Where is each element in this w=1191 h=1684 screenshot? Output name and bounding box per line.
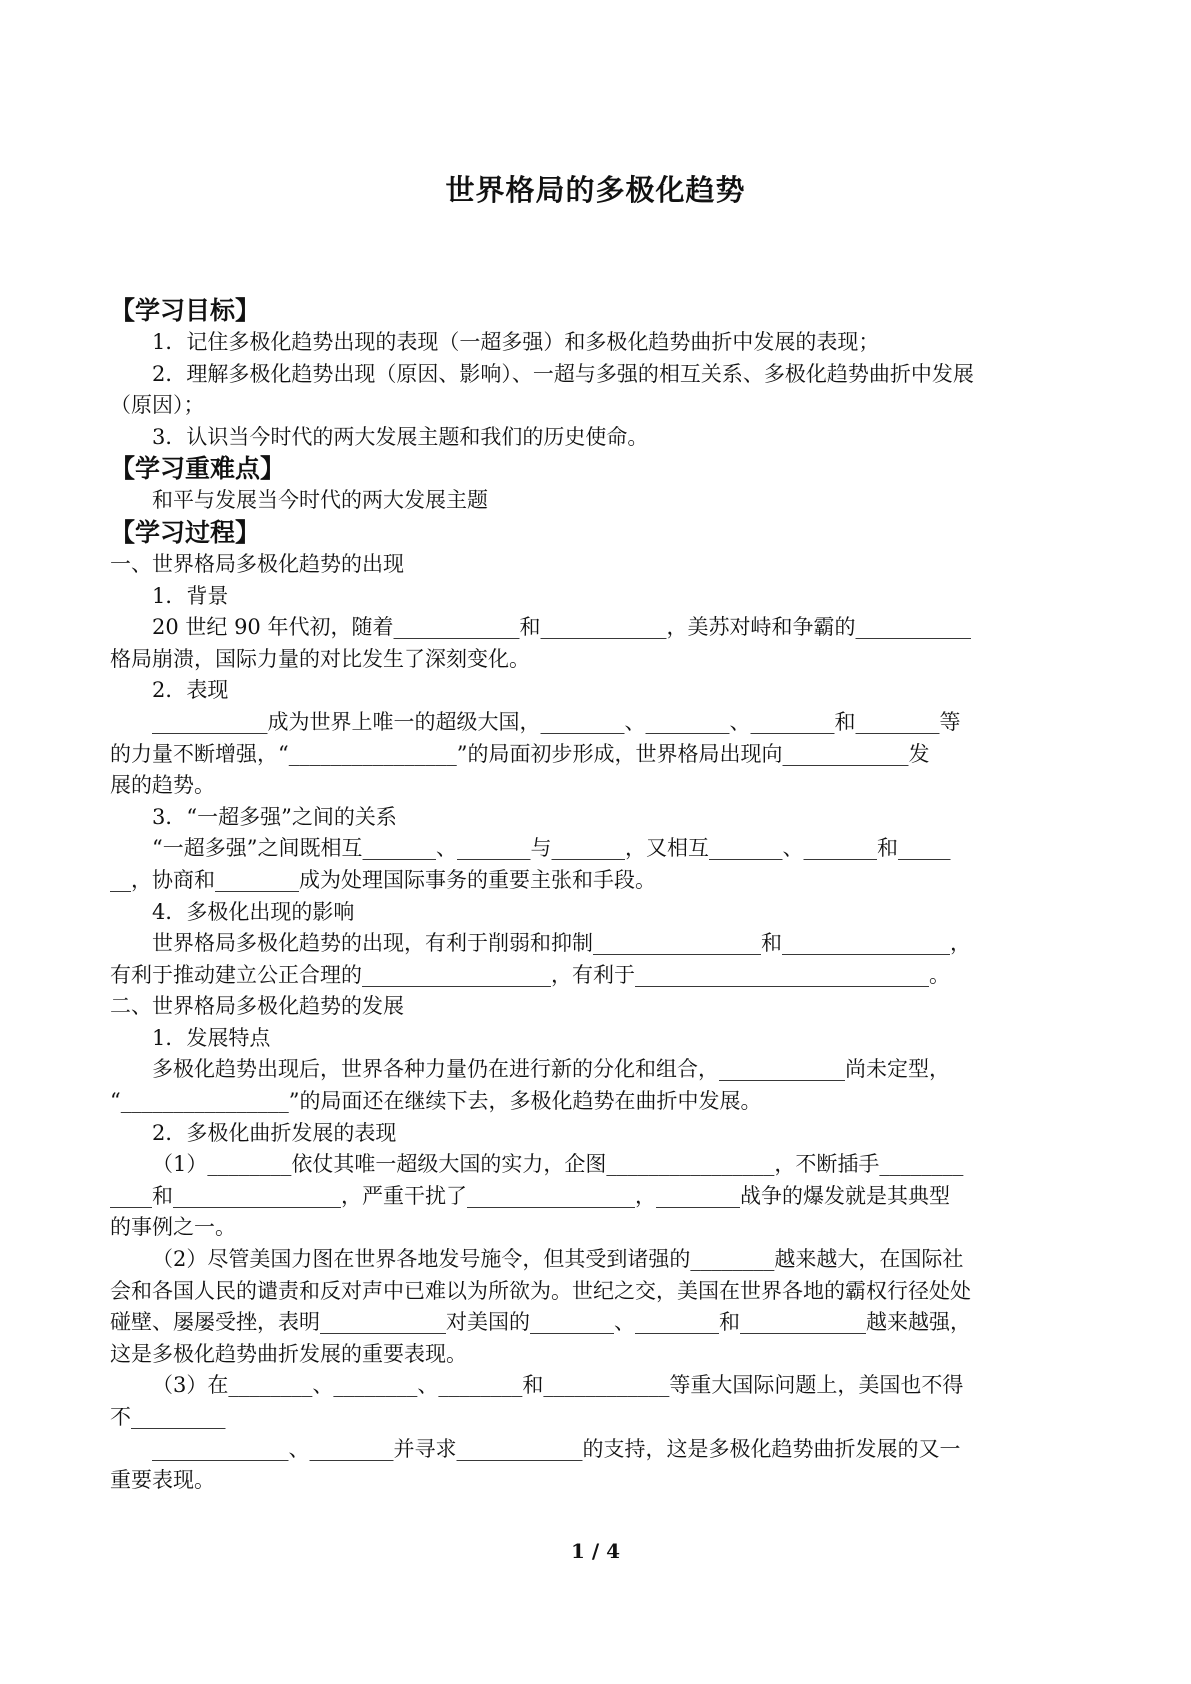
body-line: 碰壁、屡屡受挫，表明____________对美国的________、________和____________越来越强， xyxy=(110,1310,971,1335)
body-line: ____和________________，严重干扰了________________，________战争的爆发就是其典型 xyxy=(110,1183,950,1208)
section-heading: 【学习重难点】 xyxy=(110,454,286,484)
body-line: 2．理解多极化趋势出现（原因、影响）、一超与多强的相互关系、多极化趋势曲折中发展 xyxy=(152,361,974,386)
body-line: 重要表现。 xyxy=(110,1468,215,1493)
body-line: 不_________ xyxy=(110,1405,226,1429)
body-line: 这是多极化趋势曲折发展的重要表现。 xyxy=(110,1341,467,1366)
section-heading: 【学习过程】 xyxy=(110,517,261,547)
body-line: “________________”的局面还在继续下去，多极化趋势在曲折中发展。 xyxy=(110,1089,762,1114)
body-line: 3．认识当今时代的两大发展主题和我们的历史使命。 xyxy=(152,424,649,449)
body-line: _____________、________并寻求____________的支持，这是多极化趋势曲折发展的又一 xyxy=(152,1436,961,1461)
document-body xyxy=(110,295,1084,1497)
body-line: 会和各国人民的谴责和反对声中已难以为所欲为。世纪之交，美国在世界各地的霸权行径处处 xyxy=(110,1278,971,1303)
body-line: 3．“一超多强”之间的关系 xyxy=(152,804,397,829)
body-line: 展的趋势。 xyxy=(110,773,215,798)
body-line: 多极化趋势出现后，世界各种力量仍在进行新的分化和组合，____________尚未定型， xyxy=(152,1057,950,1082)
body-line: 和平与发展当今时代的两大发展主题 xyxy=(152,488,488,513)
section-heading: 【学习目标】 xyxy=(110,296,261,325)
body-line: 1．记住多极化趋势出现的表现（一超多强）和多极化趋势曲折中发展的表现； xyxy=(152,330,880,354)
body-line: 二、世界格局多极化趋势的发展 xyxy=(110,994,404,1019)
body-line: （3）在________、________、________和____________等重大国际问题上，美国也不得 xyxy=(152,1373,964,1398)
body-line: 的力量不断增强，“________________”的局面初步形成，世界格局出现向____________发 xyxy=(110,741,930,766)
body-line: __，协商和________成为处理国际事务的重要主张和手段。 xyxy=(110,867,656,892)
body-line: 格局崩溃，国际力量的对比发生了深刻变化。 xyxy=(110,646,530,671)
body-line: 一、世界格局多极化趋势的出现 xyxy=(110,551,404,576)
body-line: 4．多极化出现的影响 xyxy=(152,899,355,924)
body-line: 1．背景 xyxy=(152,583,229,608)
body-line: 2．多极化曲折发展的表现 xyxy=(152,1120,397,1145)
body-line: ___________成为世界上唯一的超级大国，________、________、________和________等 xyxy=(152,709,961,734)
body-line: 20 世纪 90 年代初，随着____________和____________，美苏对峙和争霸的___________ xyxy=(152,615,971,640)
body-line: （原因）； xyxy=(110,393,205,418)
document-title: 世界格局的多极化趋势 xyxy=(445,173,746,207)
body-line: 1．发展特点 xyxy=(152,1025,271,1050)
body-line: 2．表现 xyxy=(152,678,229,703)
body-line: 世界格局多极化趋势的出现，有利于削弱和抑制________________和________________， xyxy=(152,931,971,956)
page-number: 1 / 4 xyxy=(570,1539,621,1563)
body-line: 有利于推动建立公正合理的__________________，有利于____________________________。 xyxy=(110,962,950,987)
body-line: 的事例之一。 xyxy=(110,1215,236,1240)
body-line: （2）尽管美国力图在世界各地发号施令，但其受到诸强的________越来越大，在国际社 xyxy=(152,1247,964,1272)
body-line: （1）________依仗其唯一超级大国的实力，企图________________，不断插手________ xyxy=(152,1152,964,1177)
body-line: “一超多强”之间既相互_______、_______与_______，又相互_______、_______和_____ xyxy=(152,836,951,861)
